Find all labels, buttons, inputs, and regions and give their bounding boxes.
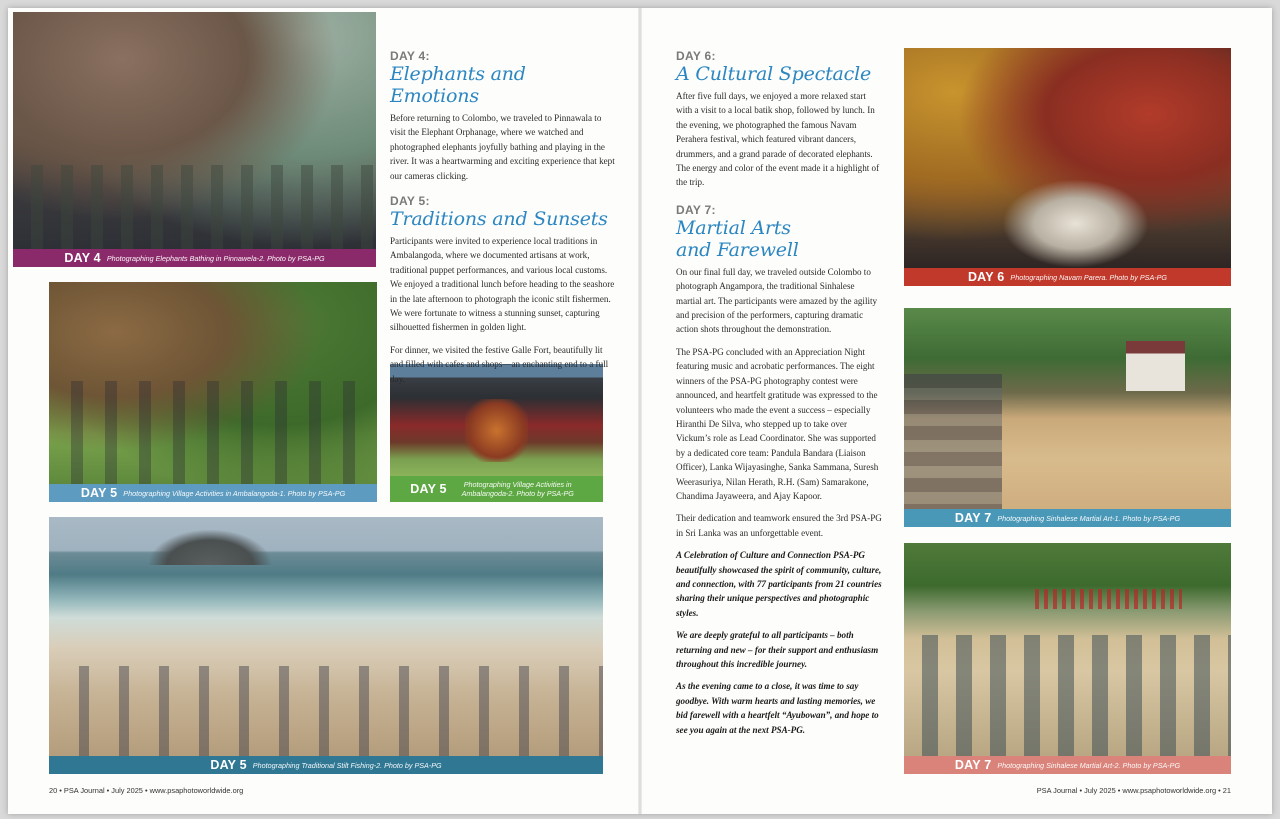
day6-paragraph: After five full days, we enjoyed a more relaxed start with a visit to a local batik shop, followed by lunch. In the evening, we photographed the famous Navam Perahera festival, which featured vibrant dancers, drummers, and a grand parade of decorated elephants. The energy and color of the event made it a highlight of the trip. — [676, 91, 880, 188]
day6-label: DAY 6: — [676, 49, 716, 63]
day4-paragraph: Before returning to Colombo, we traveled to Pinnawala to visit the Elephant Orphanage, where we watched and photographed elephants joyfully bathing and playing in the river. It was a heartwarming and exciting experience that kept our cameras clicking. — [390, 113, 615, 181]
caption-text: Photographing Elephants Bathing in Pinnawela-2. Photo by PSA-PG — [106, 253, 325, 263]
column-right-text — [676, 50, 882, 745]
caption-day-label: DAY 7 — [954, 758, 992, 772]
closing-paragraph-2: We are deeply grateful to all participants – both returning and new – for their support and enthusiasm throughout this incredible journey. — [676, 630, 879, 669]
caption-text: Photographing Village Activities in Ambalangoda-2. Photo by PSA-PG — [461, 480, 574, 498]
footer-left: 20 • PSA Journal • July 2025 • www.psaphotoworldwide.org — [49, 786, 244, 795]
photo-day7-martial-art-2 — [904, 543, 1231, 774]
caption-day7-2 — [904, 756, 1231, 774]
photo-day7-martial-art-1 — [904, 308, 1231, 527]
day5-heading: Traditions and Sunsets — [390, 208, 608, 231]
day7-paragraph-1: On our final full day, we traveled outside Colombo to photograph Angampora, the traditional Sinhalese martial art. The participants were amazed by the agility and precision of the performers, capturing dramatic action shots throughout the demonstration. — [676, 266, 878, 335]
caption-day7-1 — [904, 509, 1231, 527]
caption-text: Photographing Traditional Stilt Fishing-2. Photo by PSA-PG — [252, 760, 442, 770]
caption-text: Photographing Sinhalese Martial Art-1. Photo by PSA-PG — [997, 513, 1181, 523]
caption-text: Photographing Navam Parera. Photo by PSA-PG — [1010, 272, 1168, 282]
page-gutter — [638, 8, 642, 814]
day7-paragraph-2: The PSA-PG concluded with an Appreciation Night featuring music and acrobatic performances. The eight winners of the PSA-PG photography contest were announced, and heartfelt gratitude was expressed to the volunteers who made the event a success – especially Hiranthi De Silva, who stepped up to take over Vickum’s role as Lead Coordinator. She was supported by a dedicated core team: Pandula Bandara (Liaison Officer), Lanka Wijayasinghe, Sanka Sammana, Suresh Weerasuriya, Nilan Herath, R.H. (Sam) Samarakone, Chandima Jayaweera, and Ajay Kapoor. — [676, 346, 879, 501]
day4-heading: Elephants and Emotions — [390, 63, 526, 107]
caption-day4 — [13, 249, 376, 267]
caption-day5-3 — [49, 756, 603, 774]
day5-label: DAY 5: — [390, 194, 430, 209]
caption-text: Photographing Village Activities in Ambalangoda-1. Photo by PSA-PG — [123, 488, 346, 498]
caption-day6 — [904, 268, 1231, 286]
caption-day5-2 — [390, 476, 603, 502]
caption-day-label: DAY 7 — [954, 511, 992, 525]
caption-day-label: DAY 4 — [64, 251, 101, 265]
caption-day-label: DAY 5 — [210, 758, 247, 772]
day7-label: DAY 7: — [676, 202, 716, 217]
footer-right: PSA Journal • July 2025 • www.psaphotoworldwide.org • 21 — [1036, 786, 1231, 795]
caption-day5-1 — [49, 484, 377, 502]
caption-day-label: DAY 5 — [410, 482, 447, 496]
day5-paragraph-2: For dinner, we visited the festive Galle Fort, beautifully lit and filled with cafes and shops—an enchanting end to a full day. — [390, 344, 609, 384]
column-left-text — [390, 50, 616, 394]
photo-day5-stilt-fishing — [49, 517, 603, 774]
caption-text: Photographing Sinhalese Martial Art-2. Photo by PSA-PG — [997, 760, 1181, 770]
photo-day4-elephants — [13, 12, 376, 267]
day7-paragraph-3: Their dedication and teamwork ensured the 3rd PSA-PG in Sri Lanka was an unforgettable event. — [676, 513, 882, 538]
closing-paragraph-3: As the evening came to a close, it was time to say goodbye. With warm hearts and lasting memories, we bid farewell with a heartfelt “Ayubowan”, and hope to see you again at the next PSA-PG. — [676, 681, 879, 735]
day6-heading: A Cultural Spectacle — [676, 63, 871, 85]
closing-paragraph-1: A Celebration of Culture and Connection PSA-PG beautifully showcased the spirit of community, culture, and connection, with 77 participants from 21 countries sharing their unique perspectives and photographic styles. — [676, 550, 882, 618]
photo-day5-village-1 — [49, 282, 377, 502]
day4-label: DAY 4: — [390, 49, 430, 63]
day7-heading-line1: Martial Arts — [676, 216, 791, 239]
caption-day-label: DAY 6 — [967, 270, 1005, 284]
day5-paragraph-1: Participants were invited to experience local traditions in Ambalangoda, where we documented artisans at work, traditional puppet performances, and various local customs. We enjoyed a traditional lunch before heading to the seashore in the late afternoon to photograph the iconic stilt fishermen. We were fortunate to witness a stunning sunset, capturing silhouetted fishermen in golden light. — [390, 236, 615, 333]
photo-day6-navam-perahera — [904, 48, 1231, 286]
caption-day-label: DAY 5 — [80, 486, 118, 500]
day7-heading-line2: and Farewell — [676, 238, 799, 261]
